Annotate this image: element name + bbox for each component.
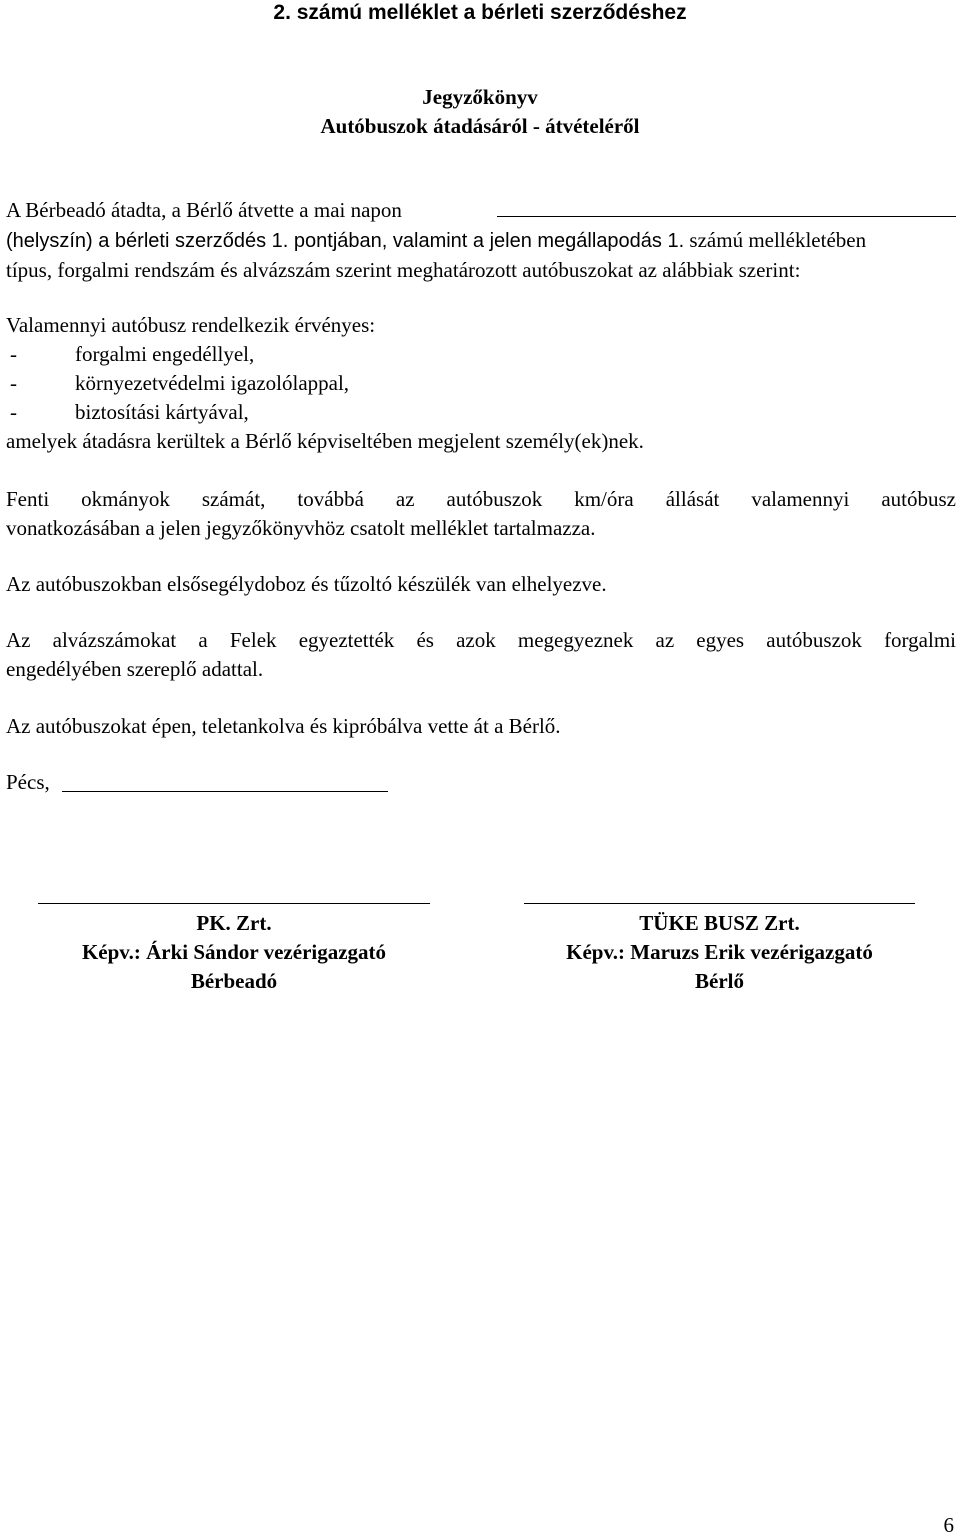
documents-closing: amelyek átadásra kerültek a Bérlő képviseltében megjelent személy(ek)nek. (6, 429, 644, 453)
document-subtitle: Autóbuszok átadásáról - átvételéről (320, 114, 640, 138)
list-item: biztosítási kártyával, (75, 400, 249, 424)
chassis-paragraph-line-1: Az alvázszámokat a Felek egyeztették és azok megegyeznek az egyes autóbuszok forgalmi (6, 628, 956, 652)
list-bullet: - (10, 371, 17, 395)
km-paragraph-line-2: vonatkozásában a jelen jegyzőkönyvhöz csatolt melléklet tartalmazza. (6, 516, 596, 540)
lessee-role: Bérlő (695, 969, 744, 993)
signature-left (38, 909, 430, 996)
annex-header: 2. számú melléklet a bérleti szerződéshez (273, 1, 687, 24)
place-date-blank-line (62, 791, 388, 792)
firstaid-paragraph: Az autóbuszokban elsősegélydoboz és tűzoltó készülék van elhelyezve. (6, 572, 607, 596)
list-bullet: - (10, 400, 17, 424)
intro-line-1: A Bérbeadó átadta, a Bérlő átvette a mai napon (6, 198, 402, 222)
signature-line-left (38, 903, 430, 904)
documents-lead: Valamennyi autóbusz rendelkezik érvényes: (6, 313, 376, 337)
lessor-company: PK. Zrt. (196, 911, 272, 935)
place-label: Pécs, (6, 770, 50, 794)
intro-line-2 (6, 226, 866, 255)
signature-line-right (524, 903, 915, 904)
lessee-company: TÜKE BUSZ Zrt. (639, 911, 800, 935)
document-title: Jegyzőkönyv (422, 85, 538, 109)
chassis-paragraph-line-2: engedélyében szereplő adattal. (6, 657, 264, 681)
intro-line-2-part-1: (helyszín) a bérleti szerződés 1. pontjában, valamint a jelen megállapodás 1. (6, 230, 685, 252)
condition-paragraph: Az autóbuszokat épen, teletankolva és kipróbálva vette át a Bérlő. (6, 714, 561, 738)
lessee-representative: Képv.: Maruzs Erik vezérigazgató (566, 940, 873, 964)
date-blank-line (497, 216, 956, 217)
list-item: környezetvédelmi igazolólappal, (75, 371, 350, 395)
page-number: 6 (943, 1513, 954, 1537)
list-item: forgalmi engedéllyel, (75, 342, 255, 366)
intro-line-3: típus, forgalmi rendszám és alvázszám szerint meghatározott autóbuszokat az alábbiak szerint: (6, 258, 801, 282)
signature-right (522, 909, 917, 996)
intro-line-2-part-2: számú mellékletében (689, 228, 867, 252)
lessor-role: Bérbeadó (190, 969, 278, 993)
km-paragraph-line-1: Fenti okmányok számát, továbbá az autóbuszok km/óra állását valamennyi autóbusz (6, 487, 956, 511)
lessor-representative: Képv.: Árki Sándor vezérigazgató (81, 940, 387, 964)
list-bullet: - (10, 342, 17, 366)
